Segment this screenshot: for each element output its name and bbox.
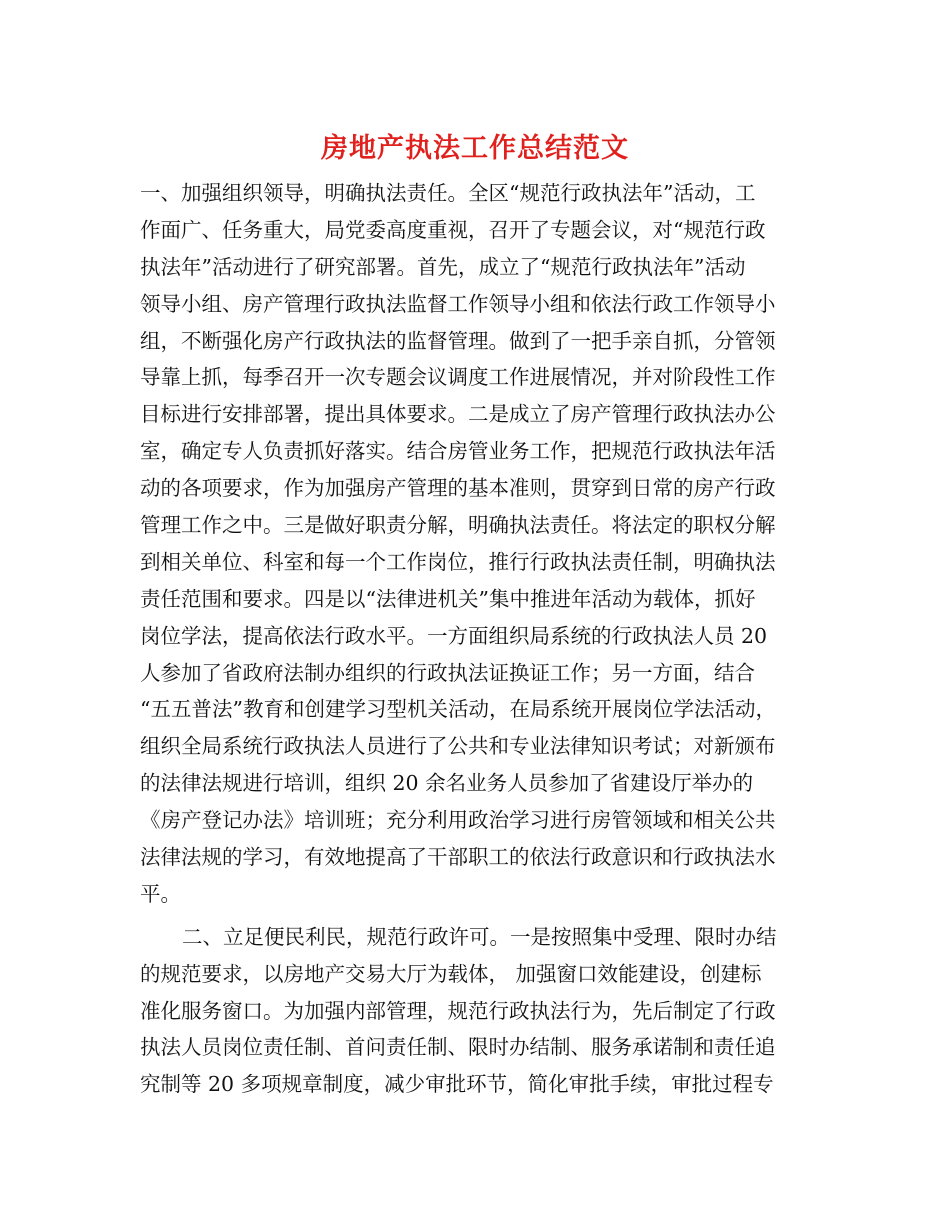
text-line: 岗位学法，提高依法行政水平。一方面组织局系统的行政执法人员 20 (140, 623, 768, 648)
text-line: 组，不断强化房产行政执法的监督管理。做到了一把手亲自抓，分管领 (140, 328, 776, 353)
text-line: 究制等 20 多项规章制度，减少审批环节，简化审批手续，审批过程专 (140, 1072, 774, 1097)
text-line: 到相关单位、科室和每一个工作岗位，推行行政执法责任制，明确执法 (140, 549, 776, 574)
text-line: 室，确定专人负责抓好落实。结合房管业务工作，把规范行政执法年活 (140, 439, 776, 464)
text-line: 导靠上抓，每季召开一次专题会议调度工作进展情况，并对阶段性工作 (140, 365, 776, 390)
page-title: 房地产执法工作总结范文 (321, 133, 629, 164)
text-line: 动的各项要求，作为加强房产管理的基本准则，贯穿到日常的房产行政 (140, 476, 776, 501)
text-line: “五五普法”教育和创建学习型机关活动，在局系统开展岗位学法活动， (140, 697, 776, 722)
text-line: 一、加强组织领导，明确执法责任。全区“规范行政执法年”活动，工 (140, 181, 756, 205)
text-line: 人参加了省政府法制办组织的行政执法证换证工作；另一方面，结合 (140, 660, 755, 685)
text-line: 法律法规的学习，有效地提高了干部职工的依法行政意识和行政执法水 (140, 845, 776, 870)
paragraph-1 (140, 175, 820, 913)
text-line: 的规范要求，以房地产交易大厅为载体， 加强窗口效能建设，创建标 (140, 961, 762, 986)
text-line: 准化服务窗口。为加强内部管理，规范行政执法行为，先后制定了行政 (140, 998, 776, 1023)
text-line: 作面广、任务重大，局党委高度重视，召开了专题会议，对“规范行政 (140, 217, 766, 242)
text-line: 平。 (140, 881, 181, 906)
text-line: 执法年”活动进行了研究部署。首先，成立了“规范行政执法年”活动 (140, 254, 746, 279)
text-line: 责任范围和要求。四是以“法律进机关”集中推进年活动为载体，抓好 (140, 586, 756, 611)
text-line: 执法人员岗位责任制、首问责任制、限时办结制、服务承诺制和责任追 (140, 1035, 776, 1060)
text-line: 的法律法规进行培训，组织 20 余名业务人员参加了省建设厅举办的 (140, 771, 754, 796)
text-line: 二、立足便民利民，规范行政许可。一是按照集中受理、限时办结 (182, 924, 777, 949)
text-line: 组织全局系统行政执法人员进行了公共和专业法律知识考试；对新颁布 (140, 734, 776, 759)
text-line: 领导小组、房产管理行政执法监督工作领导小组和依法行政工作领导小 (140, 291, 776, 316)
text-line: 目标进行安排部署，提出具体要求。二是成立了房产管理行政执法办公 (140, 402, 776, 427)
text-line: 《房产登记办法》培训班；充分利用政治学习进行房管领域和相关公共 (140, 808, 776, 833)
document-body (140, 175, 820, 1103)
paragraph-2 (140, 919, 820, 1103)
text-line: 管理工作之中。三是做好职责分解，明确执法责任。将法定的职权分解 (140, 513, 776, 538)
